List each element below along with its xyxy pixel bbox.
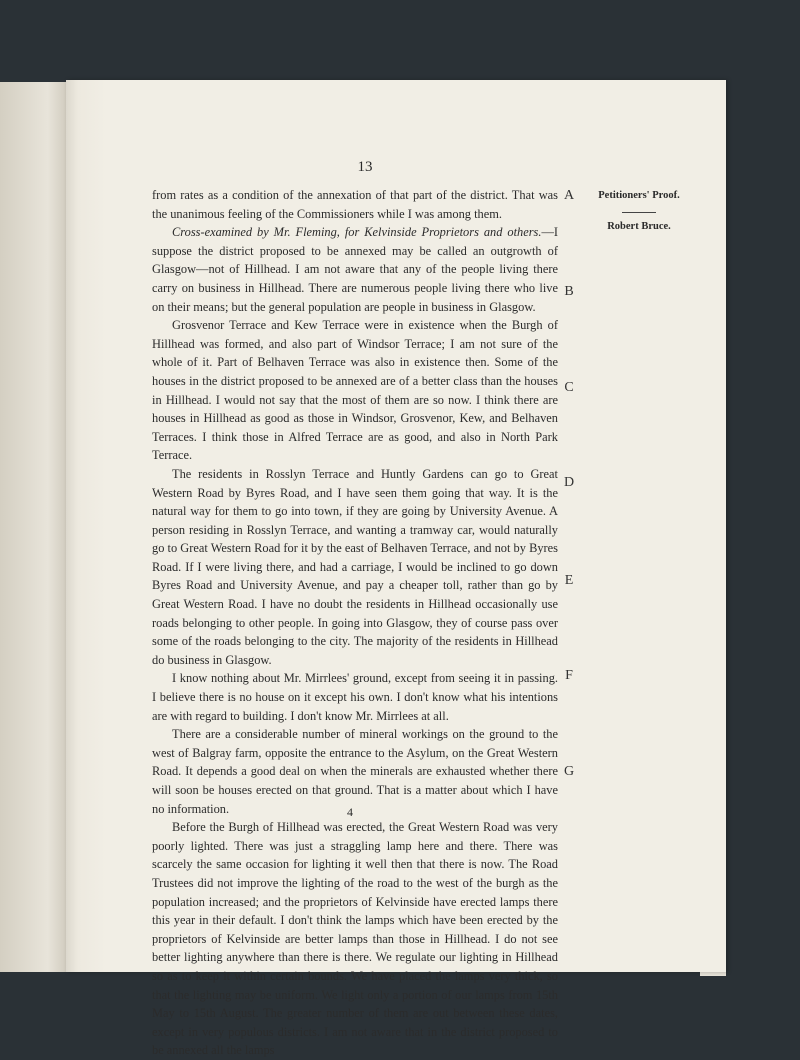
side-heading-rule — [622, 212, 656, 213]
margin-letter-e: E — [564, 573, 574, 588]
paragraph: Grosvenor Terrace and Kew Terrace were in existence when the Burgh of Hillhead was formed, and also part of Windsor Terrace; I am not sure of the whole of it. Part of Belhaven Terrace was also in existence then. Some of the houses in the district proposed to be annexed are of a better class than the houses in Hillhead. I would not say that the most of them are so now. I think there are houses in Hillhead as good as those in Windsor, Grosvenor, Kew, and Belhaven Terraces. I think those in Alfred Terrace are as good, and also in North Park Terrace. — [152, 318, 558, 463]
margin-letter-c: C — [564, 380, 574, 395]
body-text — [152, 186, 558, 1060]
margin-letter-g: G — [563, 764, 575, 779]
paragraph: I know nothing about Mr. Mirrlees' ground, except from seeing it in passing. I believe there is no house on it except his own. I don't know what his intentions are with regard to building. I don't know Mr. Mirrlees at all. — [152, 671, 558, 723]
facing-page-edge — [0, 82, 68, 972]
cross-examination-heading: Cross-examined by Mr. Fleming, for Kelvinside Proprietors and others. — [172, 225, 542, 240]
witness-name: Robert Bruce. — [607, 221, 671, 232]
paragraph: The residents in Rosslyn Terrace and Huntly Gardens can go to Great Western Road by Byres Road, and I have seen them going that way. It is the natural way for them to go into town, if they are going by University Avenue. A person residing in Rosslyn Terrace, and wanting a tramway car, would naturally go to Great Western Road for it by the east of Belhaven Terrace, and not by Byres Road. If I were living there, and had a carriage, I would be inclined to go down Byres Road and University Avenue, and pay a cheaper toll, rather than go by Great Western Road. I have no doubt the residents in Hillhead occasionally use roads belonging to other people. In going into Glasgow, they of course pass over some of the roads belonging to the city. The majority of the residents in Hillhead do business in Glasgow. — [152, 466, 558, 667]
page-number: 13 — [357, 159, 373, 175]
side-heading: Petitioners' Proof. — [598, 190, 680, 201]
paragraph: Cross-examined by Mr. Fleming, for Kelvinside Proprietors and others.—I suppose the district proposed to be annexed may be called an outgrowth of Glasgow—not of Hillhead. I am not aware that any of the people living there carry on business in Hillhead. There are numerous people living there who live on their means; but the general population are people in business in Glasgow. — [152, 225, 558, 314]
margin-letter-a: A — [563, 188, 575, 203]
paragraph: Before the Burgh of Hillhead was erected, the Great Western Road was very poorly lighted. There was just a straggling lamp here and there. There was scarcely the same occasion for lighting it well then that there is now. The Road Trustees did not improve the lighting of the road to the west of the burgh as the population increased; and the proprietors of Kelvinside have erected lamps there this year in their default. I don't think the lamps which have been erected by the proprietors of Kelvinside are better lamps than those in Hillhead. I do not see better lighting anywhere than there is there. We regulate our lighting in Hillhead so as to keep it within certain bounds. We have placed the lamps very thick, so that the lighting may be uniform. We light only a portion of our lamps from 15th May to 15th August. The greater number of them are out between these dates, except in very populous districts. I am not aware that in the district proposed to be annexed all the lamps — [152, 820, 558, 1058]
margin-letter-b: B — [564, 284, 574, 299]
signature-mark: 4 — [347, 805, 353, 819]
paragraph: There are a considerable number of mineral workings on the ground to the west of Balgray farm, opposite the entrance to the Asylum, on the Great Western Road. It depends a good deal on when the minerals are exhausted whether there will soon be houses erected on that ground. That is a matter about which I have no information. — [152, 727, 558, 816]
margin-letter-d: D — [563, 475, 575, 490]
margin-letter-f: F — [565, 668, 573, 683]
paragraph: from rates as a condition of the annexation of that part of the district. That was the unanimous feeling of the Commissioners while I was among them. — [152, 188, 558, 221]
